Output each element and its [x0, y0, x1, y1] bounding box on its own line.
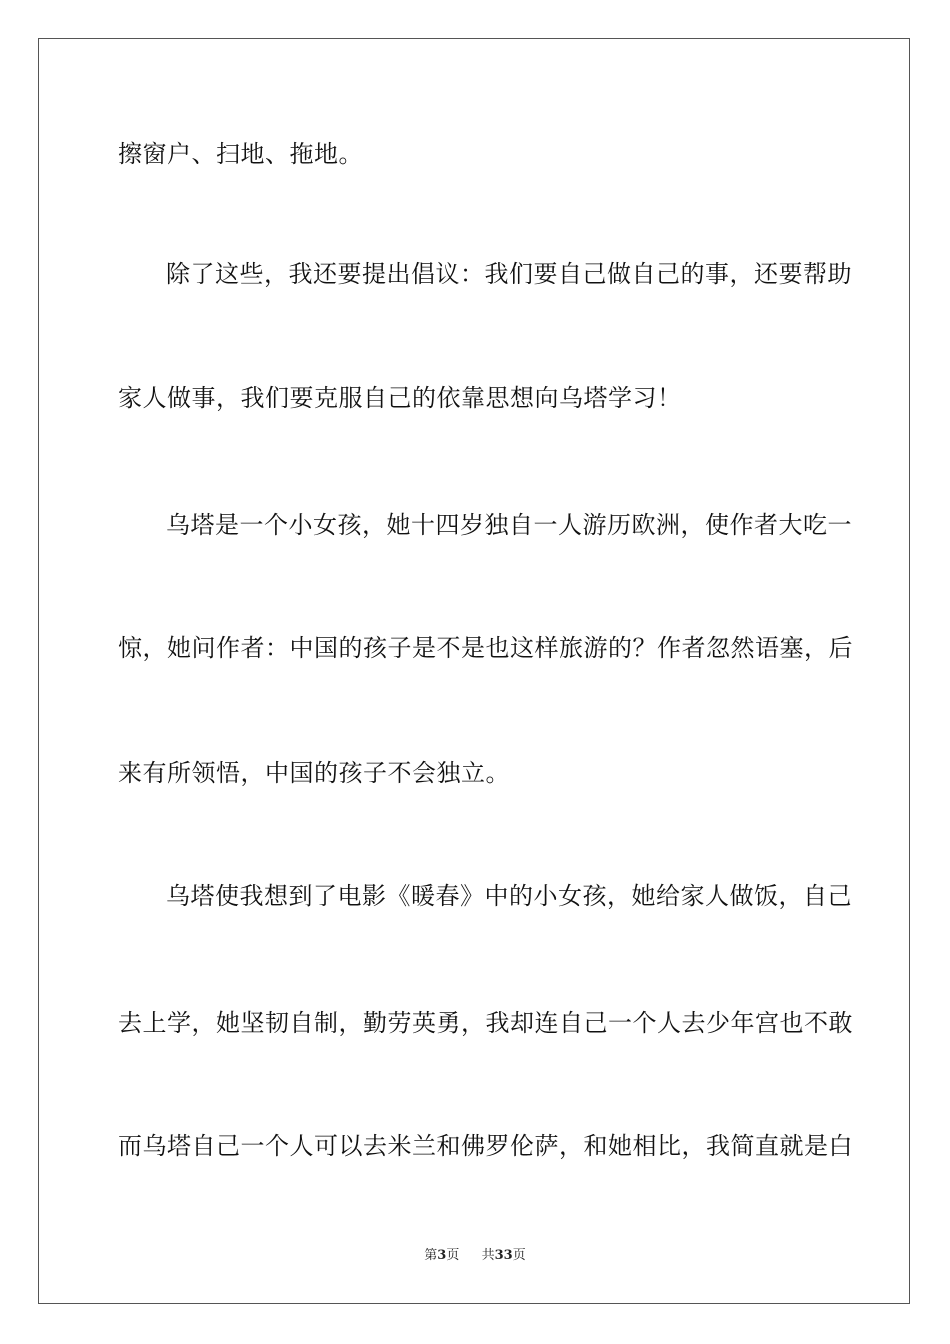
paragraph-line-6: 来有所领悟，中国的孩子不会独立。 [118, 759, 510, 787]
total-label-prefix: 共 [481, 1248, 495, 1263]
paragraph-line-3: 家人做事，我们要克服自己的依靠思想向乌塔学习！ [118, 384, 682, 412]
paragraph-line-5: 惊，她问作者：中国的孩子是不是也这样旅游的？作者忽然语塞，后 [118, 634, 853, 662]
page-footer [0, 1247, 950, 1265]
page-label-suffix: 页 [446, 1248, 460, 1263]
paragraph-line-9: 而乌塔自己一个人可以去米兰和佛罗伦萨，和她相比，我简直就是白 [118, 1132, 853, 1160]
paragraph-line-7: 乌塔使我想到了电影《暖春》中的小女孩，她给家人做饭，自己 [166, 882, 852, 910]
paragraph-line-8: 去上学，她坚韧自制，勤劳英勇，我却连自己一个人去少年宫也不敢 [118, 1009, 853, 1037]
paragraph-line-4: 乌塔是一个小女孩，她十四岁独自一人游历欧洲，使作者大吃一 [166, 511, 852, 539]
page-label-prefix: 第 [424, 1248, 438, 1263]
paragraph-line-1: 擦窗户、扫地、拖地。 [118, 140, 363, 168]
total-pages-number: 33 [494, 1248, 513, 1263]
current-page-number: 3 [437, 1248, 447, 1263]
total-label-suffix: 页 [512, 1248, 526, 1263]
page-border [38, 38, 910, 1304]
paragraph-line-2: 除了这些，我还要提出倡议：我们要自己做自己的事，还要帮助 [166, 260, 852, 288]
